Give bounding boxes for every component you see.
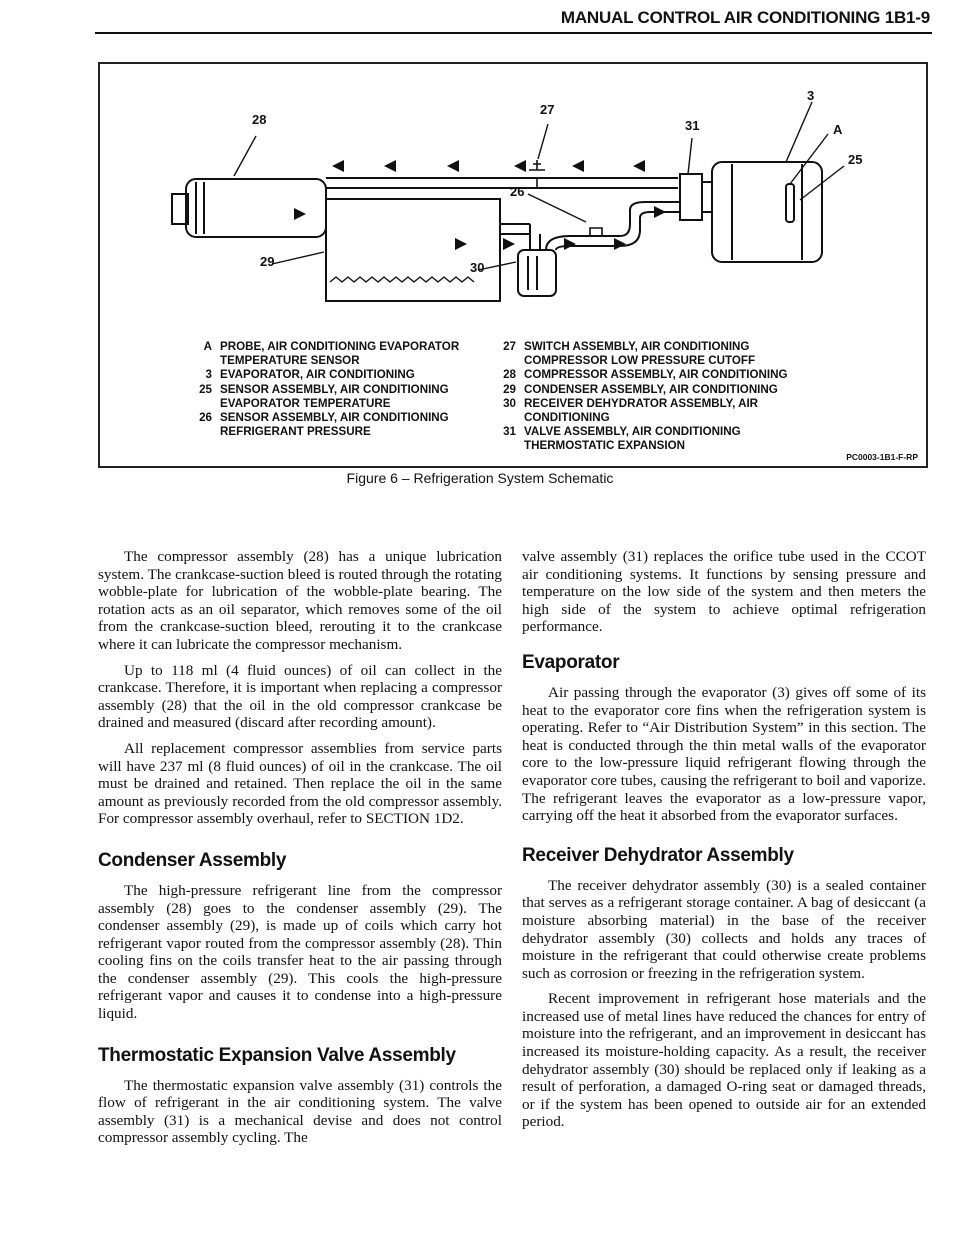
paragraph: Air passing through the evaporator (3) gives off some of its heat to the evaporator core fins when the refrigeration system is operating. Refer to “Air Distribution System” in this section. The heat is conducted through the thin metal walls of the evaporator core to the low-pressure liquid refrigerant flowing through the evaporator core tubes, causing the refrigerant to boil and vaporize. The refrigerant leaves the evaporator as a low-pressure vapor, carrying off the heat it absorbed from the evaporator surfaces. — [522, 683, 926, 825]
legend-item — [180, 368, 500, 382]
legend-code: 28 — [503, 368, 516, 382]
evaporator-core — [712, 162, 822, 262]
callout-a: A — [833, 122, 843, 137]
callout-3: 3 — [807, 88, 815, 103]
page-header-title: MANUAL CONTROL AIR CONDITIONING 1B1-9 — [560, 8, 930, 27]
legend-code: 31 — [503, 425, 516, 439]
paragraph: All replacement compressor assemblies from service parts will have 237 ml (8 fluid ounces) of oil in the crankcase. The oil must be drained and retained. Then replace the oil in the same amount as previously recorded from the old compressor assembly. For compressor assembly overhaul, refer to SECTION 1D2. — [98, 739, 502, 828]
paragraph: Recent improvement in refrigerant hose materials and the increased use of metal lines have reduced the chances for entry of moisture into the refrigerant, and an improvement in desiccant has increased its moisture-holding capacity. As a result, the receiver dehydrator assembly (30) should be replaced only if leaking as a result of perforation, a damaged O-ring seat or damaged threads, or if the system has been opened to outside air for an extended period. — [522, 990, 926, 1131]
heading-receiver-dehydrator: Receiver Dehydrator Assembly — [522, 844, 794, 866]
legend-text: SENSOR ASSEMBLY, AIR CONDITIONING EVAPORATOR TEMPERATURE — [220, 382, 449, 410]
condenser-body — [326, 199, 500, 301]
header-rule — [95, 32, 932, 34]
callout-26: 26 — [510, 184, 525, 199]
legend-code: A — [203, 340, 212, 353]
evaporator-sensor — [786, 184, 794, 222]
legend-text: SENSOR ASSEMBLY, AIR CONDITIONING REFRIGERANT PRESSURE — [220, 411, 449, 439]
callout-31: 31 — [685, 118, 700, 133]
legend-item — [484, 397, 814, 425]
legend-text: COMPRESSOR ASSEMBLY, AIR CONDITIONING — [524, 368, 788, 382]
callout-27: 27 — [540, 102, 555, 117]
left-column — [98, 548, 502, 1155]
legend-left — [180, 340, 500, 439]
legend-item — [484, 383, 814, 397]
legend-right — [484, 340, 814, 454]
compressor-body — [186, 179, 326, 237]
heading-thermostatic-expansion-valve: Thermostatic Expansion Valve Assembly — [98, 1044, 456, 1066]
legend-code: 25 — [199, 382, 212, 396]
heading-evaporator: Evaporator — [522, 651, 620, 673]
figure-code: PC0003-1B1-F-RP — [846, 452, 918, 462]
paragraph: The receiver dehydrator assembly (30) is a sealed container that serves as a refrigerant storage container. A bag of desiccant (a moisture absorbing material) in the base of the receiver dehydrator assembly (30) collects and holds any traces of moisture in the refrigerant that could otherwise create problems such as corrosion or freezing in the refrigeration system. — [522, 876, 926, 982]
legend-text: SWITCH ASSEMBLY, AIR CONDITIONING COMPRESSOR LOW PRESSURE CUTOFF — [524, 340, 756, 368]
legend-item — [484, 425, 814, 453]
legend-code: 3 — [205, 368, 212, 382]
callout-29: 29 — [260, 254, 275, 269]
paragraph: Up to 118 ml (4 fluid ounces) of oil can collect in the crankcase. Therefore, it is important when replacing a compressor assembly (28) that the oil in the old compressor crankcase be drained and measured (discard after recording amount). — [98, 661, 502, 732]
paragraph: valve assembly (31) replaces the orifice tube used in the CCOT air conditioning systems. It functions by sensing pressure and temperature on the low side of the system and then meters the high side of the system to achieve optimal refrigeration performance. — [522, 548, 926, 636]
legend-text: RECEIVER DEHYDRATOR ASSEMBLY, AIR CONDITIONING — [524, 396, 759, 425]
figure-caption: Figure 6 – Refrigeration System Schematic — [346, 470, 614, 486]
legend-item — [180, 411, 500, 439]
callout-25: 25 — [848, 152, 863, 167]
callout-28: 28 — [252, 112, 267, 127]
figure-frame — [98, 62, 928, 468]
paragraph: The thermostatic expansion valve assembly (31) controls the flow of refrigerant in the air conditioning system. The valve assembly (31) is a mechanical devise and does not control compressor assembly cycling. The — [98, 1076, 502, 1147]
legend-code: 27 — [503, 340, 516, 353]
paragraph: The high-pressure refrigerant line from the compressor assembly (28) goes to the condenser assembly (29). The condenser assembly (29), is made up of coils which carry hot refrigerant vapor routed from the compressor assembly (28). Thin cooling fins on the coils transfer heat to the air passing through the condenser assembly (29). This cools the high-pressure refrigerant vapor and causes it to condense into a high-pressure liquid. — [98, 881, 502, 1023]
legend-item — [180, 340, 500, 368]
legend-code: 29 — [503, 382, 516, 396]
legend-text: PROBE, AIR CONDITIONING EVAPORATOR TEMPERATURE SENSOR — [220, 340, 460, 368]
expansion-valve — [680, 174, 702, 220]
legend-text: VALVE ASSEMBLY, AIR CONDITIONING THERMOSTATIC EXPANSION — [524, 425, 741, 453]
right-column — [522, 548, 926, 1139]
paragraph: The compressor assembly (28) has a unique lubrication system. The crankcase-suction bleed is routed through the rotating wobble-plate for lubrication of the wobble-plate bearing. The rotation acts as an oil separator, which removes some of the oil from the crankcase-suction bleed, rerouting it to the crankcase where it can lubricate the compressor mechanism. — [98, 548, 502, 653]
legend-item — [484, 368, 814, 382]
legend-code: 30 — [503, 396, 516, 410]
heading-condenser-assembly: Condenser Assembly — [98, 849, 287, 871]
legend-code: 26 — [199, 411, 212, 425]
callout-30: 30 — [470, 260, 485, 275]
legend-text: EVAPORATOR, AIR CONDITIONING — [220, 368, 415, 382]
legend-text: CONDENSER ASSEMBLY, AIR CONDITIONING — [524, 382, 778, 396]
legend-item — [484, 340, 814, 368]
legend-item — [180, 383, 500, 411]
